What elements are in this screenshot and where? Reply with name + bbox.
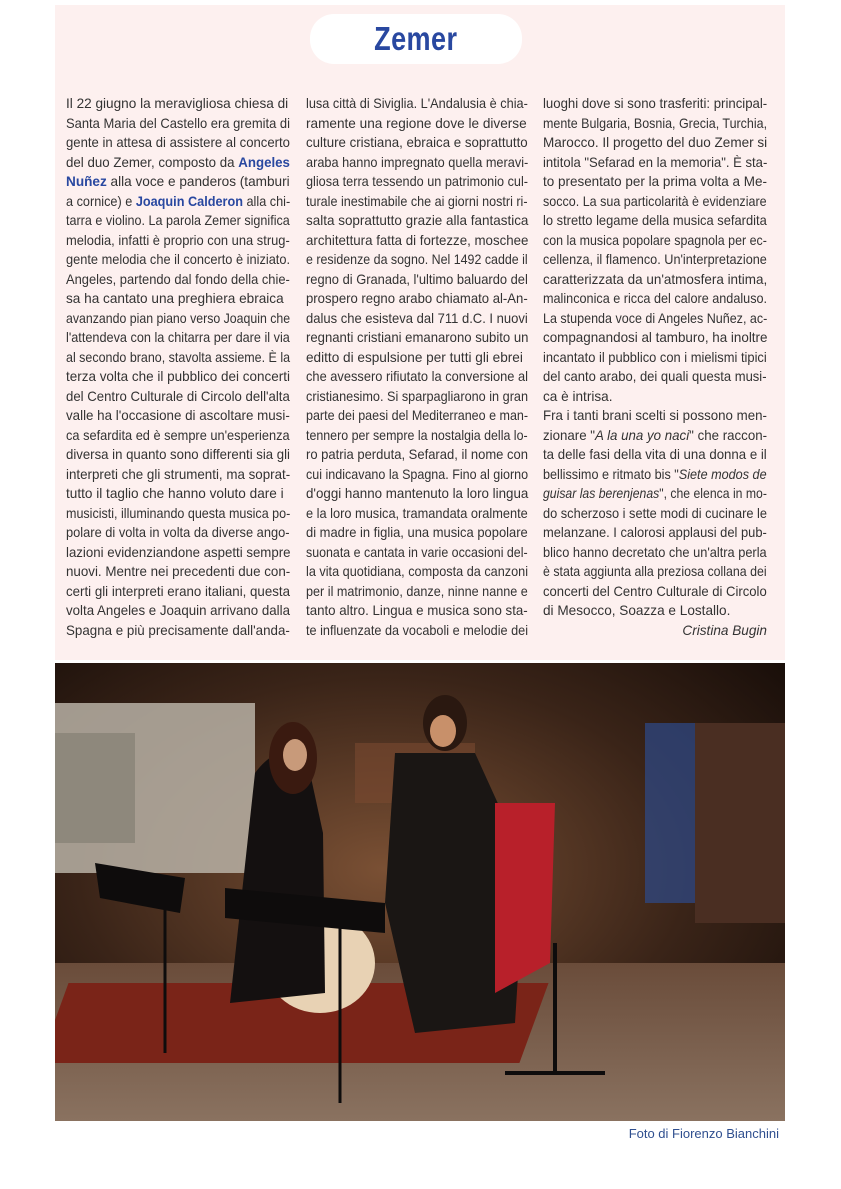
text-line: del canto arabo, dei quali questa musi- xyxy=(543,369,767,384)
text-line: luoghi dove si sono trasferiti: principal- xyxy=(543,96,768,111)
text-line: te influenzate da vocaboli e melodie dei xyxy=(306,622,529,638)
text-line: la vita quotidiana, composta da canzoni xyxy=(306,564,529,579)
song-title: Siete modos de xyxy=(678,466,767,482)
text-line: mente Bulgaria, Bosnia, Grecia, Turchia, xyxy=(543,115,768,131)
text-fragment: a cornice) e xyxy=(66,193,136,209)
text-line: al secondo brano, stavolta assieme. È la xyxy=(66,349,291,365)
text-line: terza volta che il pubblico dei concerti xyxy=(66,369,290,384)
text-fragment: alla chi- xyxy=(242,193,291,209)
performer-name: Nuñez xyxy=(66,174,107,189)
performer-name: Joaquin Calderon xyxy=(135,193,243,209)
article-title: Zemer xyxy=(374,20,458,57)
author-signature: Cristina Bugin xyxy=(682,622,767,638)
text-line: melodia, infatti è proprio con una strug- xyxy=(66,232,290,248)
text-line: incantato il pubblico con i mielismi tipici xyxy=(543,349,767,365)
text-line: e la loro musica, tramandata oralmente xyxy=(306,505,528,521)
text-line: ta delle fasi della vita di una donna e il xyxy=(543,447,767,462)
article-column-1 xyxy=(66,94,290,640)
text-line: caratterizzata da un'atmosfera intima, xyxy=(543,271,768,287)
text-line: tarra e violino. La parola Zemer significa xyxy=(66,213,290,228)
text-line: di madre in figlia, una musica popolare xyxy=(306,525,528,540)
text-fragment: del duo Zemer, composto da xyxy=(66,154,239,170)
text-fragment: bellissimo e ritmato bis " xyxy=(543,466,679,482)
text-line: avanzando pian piano verso Joaquin che xyxy=(66,310,291,326)
text-line xyxy=(66,172,290,192)
photo-caption: Foto di Fiorenzo Bianchini xyxy=(628,1126,779,1141)
song-title: A la una yo naci xyxy=(595,427,690,443)
text-line: l'attendeva con la chitarra per dare il via xyxy=(66,330,290,345)
text-line: araba hanno impregnato quella meravi- xyxy=(306,154,529,170)
text-line: diversa in quanto sono differenti sia gli xyxy=(66,447,291,462)
text-line: gente melodia che il concerto è iniziato. xyxy=(66,252,291,267)
article-column-3 xyxy=(543,94,767,640)
text-line: editto di espulsione per tutti gli ebrei xyxy=(306,349,523,365)
text-line: Il 22 giugno la meravigliosa chiesa di xyxy=(66,96,289,111)
text-line: lusa città di Siviglia. L'Andalusia è chia- xyxy=(306,96,528,111)
text-line: Marocco. Il progetto del duo Zemer si xyxy=(543,135,768,150)
text-line: tanto altro. Lingua e musica sono sta- xyxy=(306,603,528,618)
text-line: lazioni evidenziandone aspetti sempre xyxy=(66,544,291,560)
text-line: tutto il taglio che hanno voluto dare i xyxy=(66,486,284,501)
text-line: La stupenda voce di Angeles Nuñez, ac- xyxy=(543,310,768,326)
text-line: gente in attesa di assistere al concerto xyxy=(66,135,290,150)
text-line: e residenze da sogno. Nel 1492 cadde il xyxy=(306,252,528,267)
text-line: regno di Granada, l'ultimo baluardo del xyxy=(306,271,528,287)
text-line: volta Angeles e Joaquin arrivano dalla xyxy=(66,603,290,618)
text-line: musicisti, illuminando questa musica po- xyxy=(66,505,291,521)
text-line: turale inestimabile che ai giorni nostri ri- xyxy=(306,193,528,209)
text-line: sa ha cantato una preghiera ebraica xyxy=(66,291,284,306)
text-line: certi gli interpreti erano italiani, questa xyxy=(66,583,290,599)
text-fragment: " che raccon- xyxy=(689,427,768,443)
text-line: lo stretto legame della musica sefardita xyxy=(543,213,767,228)
text-line: to presentato per la prima volta a Me- xyxy=(543,174,767,189)
song-title: guisar las berenjenas xyxy=(543,486,660,501)
text-line: salta soprattutto grazie alla fantastica xyxy=(306,213,529,228)
text-line: ca sefardita ed è sempre un'esperienza xyxy=(66,427,290,443)
text-line: culture cristiana, ebraica e soprattutto xyxy=(306,135,528,150)
article-column-2 xyxy=(306,94,528,640)
text-line: d'oggi hanno mantenuto la loro lingua xyxy=(306,486,529,501)
text-line: è stata aggiunta alla preziosa collana dei xyxy=(543,564,767,579)
text-line: Angeles, partendo dal fondo della chie- xyxy=(66,271,290,287)
text-line: blico hanno decretato che un'altra perla xyxy=(543,544,767,560)
text-line xyxy=(543,465,767,485)
performer-name: Angeles xyxy=(238,154,290,170)
concert-photo-illustration xyxy=(55,663,785,1121)
text-line: di Mesocco, Soazza e Lostallo. xyxy=(543,603,731,618)
text-line: per il matrimonio, danze, ninne nanne e xyxy=(306,583,528,599)
text-line: cui indicavano la Spagna. Fino al giorno xyxy=(306,466,529,482)
text-line xyxy=(543,484,767,504)
text-line: prospero regno arabo chiamato al-An- xyxy=(306,291,528,306)
text-line: valle ha l'occasione di ascoltare musi- xyxy=(66,408,290,423)
text-line: architettura fatta di fortezze, moschee xyxy=(306,232,529,248)
text-line: Santa Maria del Castello era gremita di xyxy=(66,115,290,131)
text-line: con la musica popolare spagnola per ec- xyxy=(543,232,767,248)
text-fragment: zionare " xyxy=(543,427,596,443)
text-line: socco. La sua particolarità è evidenziare xyxy=(543,193,767,209)
text-line: Spagna e più precisamente dall'anda- xyxy=(66,622,290,638)
concert-photo xyxy=(55,663,785,1121)
text-line: intitola "Sefarad en la memoria". È sta- xyxy=(543,154,768,170)
text-line: tennero per sempre la nostalgia della lo- xyxy=(306,427,528,443)
text-line: regnanti cristiani emanarono subito un xyxy=(306,330,529,345)
text-line: melanzane. I calorosi applausi del pub- xyxy=(543,525,767,540)
text-line: interpreti che gli strumenti, ma soprat- xyxy=(66,466,291,482)
text-fragment: alla voce e panderos (tamburi xyxy=(106,174,290,189)
text-line: cellenza, il flamenco. Un'interpretazione xyxy=(543,252,767,267)
text-line: ro patria perduta, Sefarad, il nome con xyxy=(306,447,528,462)
text-line: ca è intrisa. xyxy=(543,388,613,404)
text-line: malinconica e ricca del calore andaluso. xyxy=(543,291,768,306)
text-fragment: ", che elenca in mo- xyxy=(659,486,767,501)
text-line: del Centro Culturale di Circolo dell'alta xyxy=(66,388,290,404)
text-line: compagnandosi al tamburo, ha inoltre xyxy=(543,330,768,345)
text-line: suonata e cantata in varie occasioni del- xyxy=(306,544,528,560)
text-line: gliosa terra tessendo un patrimonio cul- xyxy=(306,174,529,189)
text-line: do scherzoso i sette modi di cucinare le xyxy=(543,505,768,521)
text-line: Fra i tanti brani scelti si possono men- xyxy=(543,408,767,423)
text-line: nuovi. Mentre nei precedenti due con- xyxy=(66,564,291,579)
title-badge xyxy=(310,14,522,64)
text-line: concerti del Centro Culturale di Circolo xyxy=(543,583,767,599)
text-line: dalus che esisteva dal 711 d.C. I nuovi xyxy=(306,310,528,326)
text-line: parte dei paesi del Mediterraneo e man- xyxy=(306,408,529,423)
text-line xyxy=(66,153,290,173)
text-line xyxy=(543,426,768,446)
text-line xyxy=(66,192,291,212)
text-line: polare di volta in volta da diverse ango- xyxy=(66,525,290,540)
text-line: che avessero rifiutato la conversione al xyxy=(306,369,529,384)
text-line: ramente una regione dove le diverse xyxy=(306,115,527,131)
text-line: cristianesimo. Si sparpagliarono in gran xyxy=(306,388,529,404)
